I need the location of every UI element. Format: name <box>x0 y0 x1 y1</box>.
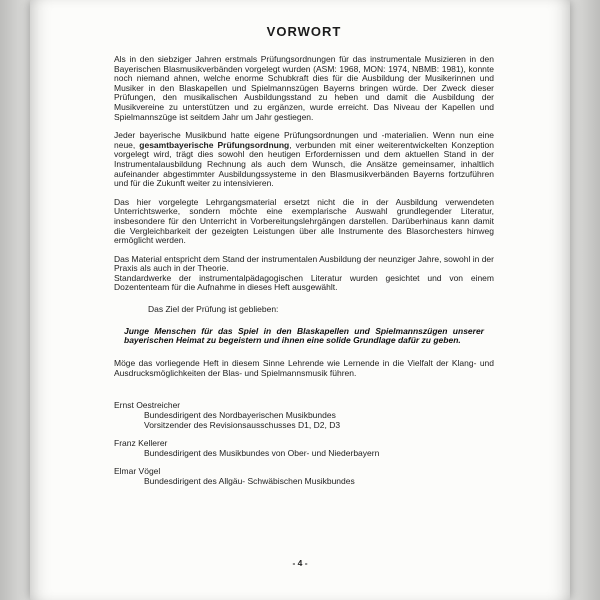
paragraph-5: Standardwerke der instrumentalpädagogischen Literatur wurden gesichtet und von einem Dozententeam für die Aufnahme in dieses Heft ausgewählt. <box>114 272 494 293</box>
paragraph-group-4 <box>114 255 494 293</box>
paragraph-2-bold-term: gesamtbayerische Prüfungsordnung <box>139 139 290 150</box>
goal-intro-line: Das Ziel der Prüfung ist geblieben: <box>148 304 279 315</box>
signatory-1 <box>114 400 494 430</box>
signatory-role: Bundesdirigent des Nordbayerischen Musikbundes <box>144 410 336 421</box>
signatory-name: Franz Kellerer <box>114 438 168 449</box>
document-page <box>30 0 570 600</box>
closing-paragraph: Möge das vorliegende Heft in diesem Sinne Lehrende wie Lernende in die Vielfalt der Klang- und Ausdrucksmöglichkeiten der Blas- und Spielmannsmusik führen. <box>114 358 494 378</box>
signatory-2 <box>114 438 494 458</box>
page-title: VORWORT <box>266 24 342 39</box>
paragraph-2 <box>114 131 494 189</box>
signature-block <box>114 400 494 486</box>
paragraph-3: Das hier vorgelegte Lehrgangsmaterial ersetzt nicht die in der Ausbildung verwendeten Unterrichtswerke, sondern möchte eine exemplarische Auswahl grundlegender Literatur, insbesondere für den Unterricht in Vorbereitungslehrgängen darstellen. Darüberhinaus kann damit die Vergleichbarkeit der gezeigten Leistungen über alle Instrumente des Blasorchesters hinweg ermöglicht werden. <box>114 196 494 246</box>
paragraph-4: Das Material entspricht dem Stand der instrumentalen Ausbildung der neunziger Jahre, sowohl in der Praxis als auch in der Theorie. <box>114 253 494 274</box>
paragraph-1: Als in den siebziger Jahren erstmals Prüfungsordnungen für das instrumentale Musizieren in den Bayerischen Blasmusikverbänden vorgelegt wurden (ASM: 1968, MON: 1974, NBMB: 1981), konnte noch niemand ahnen, welche enorme Schubkraft dies für die Ausbildung der Musikerinnen und Musiker in den Blaskapellen und Spielmannszügen Bayerns bringen würde. Der Zweck dieser Prüfungen, den musikalischen Ausbildungsstand zu heben und damit die Ausbildung der Musikvereine zu unterstützen und zu ergänzen, wurde erreicht. Das Niveau der Kapellen und Spielmannszüge ist seitdem Jahr um Jahr gestiegen. <box>114 54 494 122</box>
signatory-role: Bundesdirigent des Allgäu- Schwäbischen Musikbundes <box>144 476 355 487</box>
signatory-role: Bundesdirigent des Musikbundes von Ober- und Niederbayern <box>144 448 380 459</box>
goal-quote: Junge Menschen für das Spiel in den Blaskapellen und Spielmannszügen unserer bayerischen Heimat zu begeistern und ihnen eine solide Grundlage dafür zu geben. <box>124 325 484 346</box>
page-number: - 4 - <box>292 558 308 568</box>
paragraph-2-text-start: Jeder bayerische Musikbund hatte eigene Prüfungsordnungen und -materialien. Wenn nun eine neue, <box>114 130 494 150</box>
signatory-role: Vorsitzender des Revisionsausschusses D1, D2, D3 <box>144 420 341 431</box>
page-content <box>30 0 570 486</box>
signatory-name: Ernst Oestreicher <box>114 400 181 411</box>
paragraph-2-text-end: , verbunden mit einer weiterentwickelten Konzeption vorgelegt wird, trägt dies sowohl den heutigen Erfordernissen und dem aktuellen Stand in der Instrumentalausbildung Rechnung als auch dem Wunsch, die Ansätze gemeinsamer, inhaltlich aufeinander abgestimmter Ausbildungssysteme in den Blasmusikverbänden Bayerns fortzuführen und für die Zukunft weiter zu intensivieren. <box>114 139 494 189</box>
signatory-name: Elmar Vögel <box>114 466 161 477</box>
signatory-3 <box>114 466 494 486</box>
